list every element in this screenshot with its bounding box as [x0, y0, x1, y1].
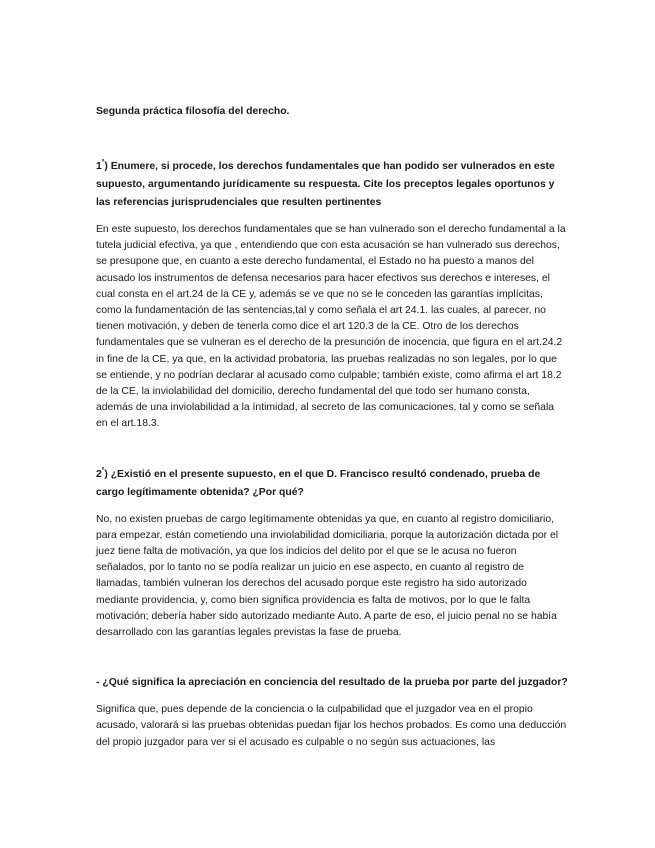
question-2-text: ) ¿Existió en el presente supuesto, en el que D. Francisco resultó condenado, prueba de cargo legítimamente obtenida? ¿Por qué?: [96, 468, 541, 498]
question-2-number: 2: [96, 468, 102, 480]
answer-2: No, no existen pruebas de cargo legítimamente obtenidas ya que, en cuanto al registro domiciliario, para empezar, están cometiendo una inviolabilidad domiciliaria, porque la autorización dictada por el juez tiene falta de motivación, ya que los indicios del delito por el que se le acusa no fueron señalados, por lo tanto no se podía realizar un juicio en ese aspecto, en cuanto al registro de llamadas, también vulneran los derechos del acusado porque este registro ha sido autorizado mediante providencia, y, como bien significa providencia es falta de motivos, por lo que le falta motivación; debería haber sido autorizado mediante Auto. A parte de eso, el juicio penal no se había desarrollado con las garantías legales previstas la fase de prueba.: [96, 513, 559, 639]
question-1-number: 1: [96, 161, 102, 172]
question-2: [96, 466, 568, 502]
answer-3: Significa que, pues depende de la conciencia o la culpabilidad que el juzgador vea en el propio acusado, valorará si las pruebas obtenidas puedan fijar los hechos probados. Es como una deducción del propio juzgador para ver si el acusado es culpable o no según sus actuaciones, las: [96, 704, 567, 748]
question-2-ordinal: º: [101, 466, 105, 474]
answer-1: En este supuesto, los derechos fundamentales que se han vulnerado son el derecho fundamental a la tutela judicial efectiva, ya que , entendiendo que con esta acusación se han vulnerado sus derechos, se presupone que, en cuanto a este derecho fundamental, el Estado no ha puesto a manos del acusado los instrumentos de defensa necesarios para hacer efectivos sus derechos e intereses, el cual consta en el art.24 de la CE y, además se ve que no se le conceden las garantías implícitas, como la fundamentación de las sentencias,tal y como señala el art 24.1. las cuales, al parecer, no tienen motivación, y deben de tenerla como dice el art 120.3 de la CE. Otro de los derechos fundamentales que se vulneran es el derecho de la presunción de inocencia, que figura en el art.24.2 in fine de la CE, ya que, en la actividad probatoria, las pruebas realizadas no son legales, por lo que se entiende, y no podrían declarar al acusado como culpable; también existe, como afirma el art 18.2 de la CE, la inviolabilidad del domicilio, derecho fundamental del que todo ser humano consta, además de una inviolabilidad a la íntimidad, al secreto de las comunicaciones, tal y como se señala en el art.18.3.: [96, 224, 566, 430]
document-title: Segunda práctica filosofía del derecho.: [96, 106, 290, 117]
question-1-text: ) Enumere, si procede, los derechos fundamentales que han podido ser vulnerados en este supuesto, argumentando jurídicamente su respuesta. Cite los preceptos legales oportunos y las referencias jurisprudenciales que resulten pertinentes: [96, 161, 555, 208]
question-1: [96, 158, 568, 212]
question-1-ordinal: º: [101, 159, 105, 166]
question-3: - ¿Qué significa la apreciación en conciencia del resultado de la prueba por parte del juzgador?: [96, 677, 568, 689]
document-page: [96, 104, 568, 751]
